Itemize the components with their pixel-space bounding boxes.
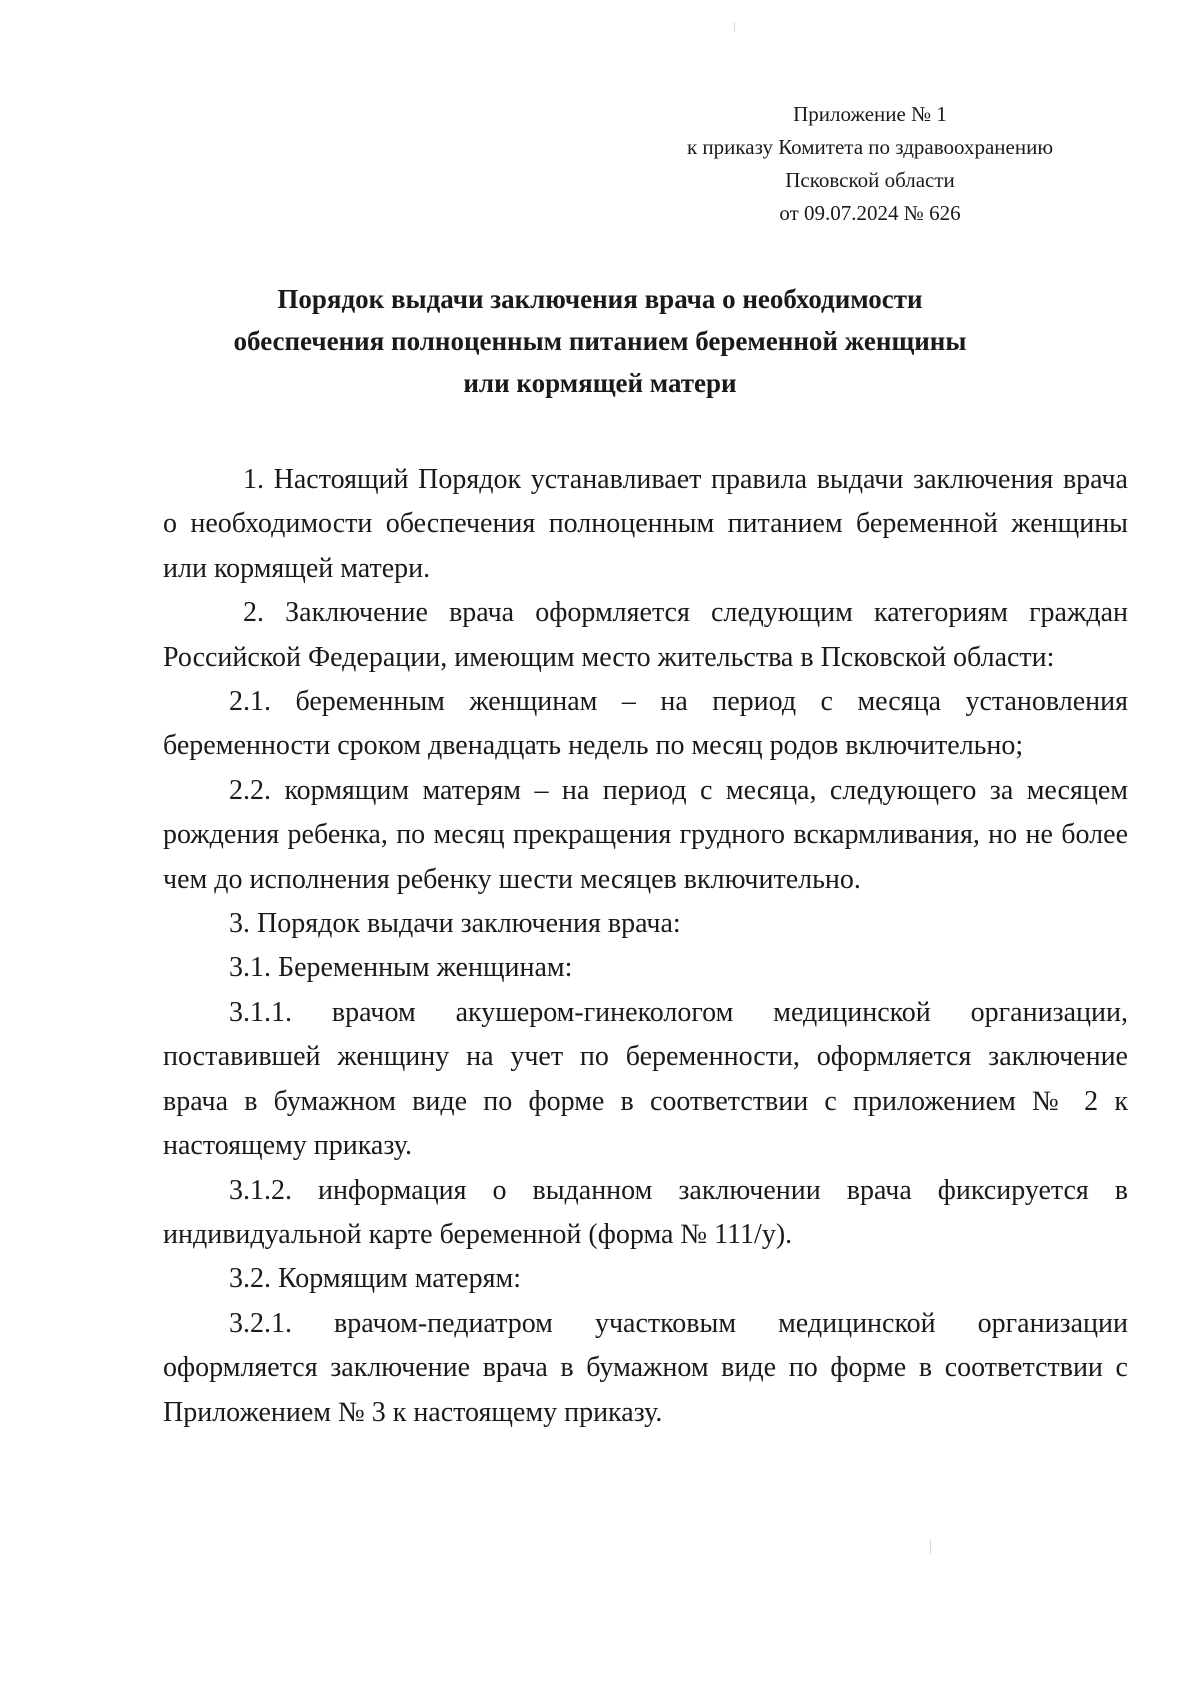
document-body: [163, 458, 1128, 1435]
paragraph-3-2: 3.2. Кормящим матерям:: [229, 1263, 521, 1295]
paragraph-3: 3. Порядок выдачи заключения врача:: [229, 908, 681, 940]
appendix-date-number: от 09.07.2024 № 626: [779, 201, 961, 225]
title-line-2: обеспечения полноценным питанием беременной женщины: [233, 326, 967, 356]
scan-artifact: [930, 1540, 931, 1554]
paragraph-3-1-1: 3.1.1. врачом акушером-гинекологом медицинской организации, поставившей женщину на учет по беременности, оформляется заключение врача в бумажном виде по форме в соответствии с приложением № 2 к настоящему приказу.: [163, 996, 1128, 1162]
title-line-3: или кормящей матери: [463, 368, 737, 398]
appendix-number: Приложение № 1: [793, 102, 947, 126]
paragraph-3-1-2: 3.1.2. информация о выданном заключении врача фиксируется в индивидуальной карте беременной (форма № 111/у).: [163, 1174, 1128, 1250]
appendix-header: [600, 98, 1140, 230]
scan-artifact: [734, 22, 735, 32]
paragraph-1: 1. Настоящий Порядок устанавливает правила выдачи заключения врача о необходимости обеспечения полноценным питанием беременной женщины или кормящей матери.: [163, 464, 1128, 584]
paragraph-3-2-1: 3.2.1. врачом-педиатром участковым медицинской организации оформляется заключение врача в бумажном виде по форме в соответствии с Приложением № 3 к настоящему приказу.: [163, 1307, 1128, 1428]
document-title: [150, 278, 1050, 404]
appendix-region: Псковской области: [785, 168, 955, 192]
paragraph-2-1: 2.1. беременным женщинам – на период с месяца установления беременности сроком двенадцать недель по месяц родов включительно;: [163, 686, 1128, 762]
title-line-1: Порядок выдачи заключения врача о необходимости: [277, 284, 923, 314]
paragraph-3-1: 3.1. Беременным женщинам:: [229, 952, 573, 984]
appendix-order-ref: к приказу Комитета по здравоохранению: [686, 135, 1054, 159]
paragraph-2: 2. Заключение врача оформляется следующим категориям граждан Российской Федерации, имеющим место жительства в Псковской области:: [163, 597, 1128, 673]
paragraph-2-2: 2.2. кормящим матерям – на период с месяца, следующего за месяцем рождения ребенка, по месяц прекращения грудного вскармливания, но не более чем до исполнения ребенку шести месяцев включительно.: [163, 774, 1128, 895]
